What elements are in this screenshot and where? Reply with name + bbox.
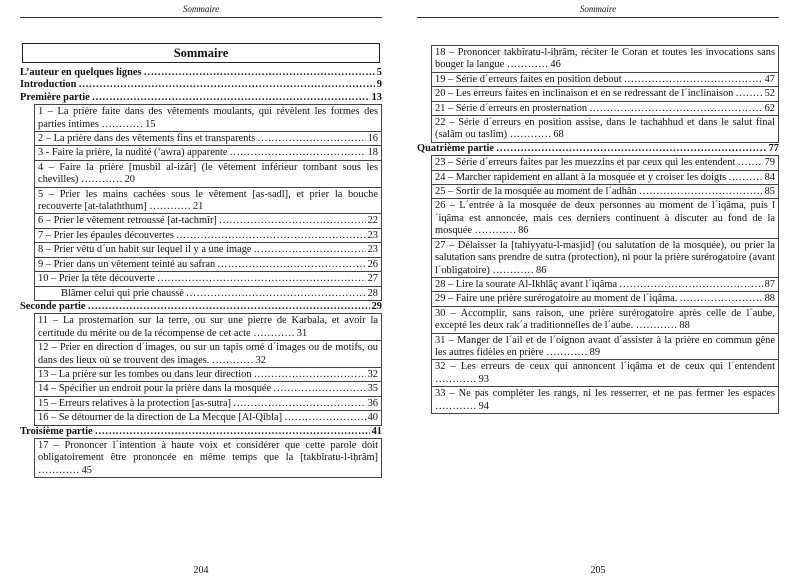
toc-entry-title: 30 – Accomplir, sans raison, une prière surérogatoire après celle de l´aube, excepté les deux rak´a traditionnelles de l´aube. [435,307,775,332]
dot-leader [157,273,366,285]
toc-entry [431,102,779,116]
toc-entry [20,301,382,313]
dot-leader [186,288,366,300]
toc-entry-title: 7 – Prier les épaules découvertes [38,229,174,241]
toc-entry-title: Seconde partie [20,300,86,312]
toc-entry [34,258,382,272]
dot-leader: ………… [209,354,254,366]
dot-leader: ………… [504,59,549,71]
toc-entry-title: 5 – Prier les mains cachées sous le vêtement [as-sadl], et prier la bouche recouverte [at-talaththum] [38,188,378,213]
toc-entry-title: 11 – La prosternation sur la terre, ou sur une pierre de Karbala, et avoir la certitude du mérite ou de la récompense de cet acte [38,315,378,339]
dot-leader: ………… [250,327,295,339]
toc-entry-title: 21 – Série d´erreurs en prosternation [435,102,588,114]
toc-entry-title: 28 – Lire la sourate Al-Ikhlâç avant l´iqâma [435,278,618,290]
dot-leader: ………… [78,174,123,186]
running-head: Sommaire [579,4,617,14]
toc-entry-title: L’auteur en quelques lignes [20,67,142,78]
contents-title: Sommaire [22,43,380,63]
toc-entry-title: Introduction [20,79,77,91]
toc-entry [431,155,779,170]
toc-entry-title: 9 – Prier dans un vêtement teinté au safran [38,258,216,270]
toc-entry-page: 18 [367,147,378,159]
toc-entry-page: 35 [367,383,378,395]
toc-entry-page: 45 [81,464,92,476]
toc-entry-page: 31 [296,327,308,339]
dot-leader [496,143,767,155]
dot-leader [624,74,763,86]
toc-entry-page: 84 [764,171,775,183]
toc-entry [431,360,779,387]
dot-leader [233,398,366,410]
toc-entry [431,45,779,73]
toc-entry [431,116,779,143]
toc-entry-page: 86 [536,264,547,276]
toc-entry [431,199,779,238]
toc-entry-page: 85 [764,186,775,198]
toc-entry-page: 20 [124,174,135,186]
dot-leader [254,369,366,381]
toc-entry-title: 18 – Prononcer takbîratu-l-iḥrâm, réciter le Coran et toutes les invocations sans bouger la langue [435,47,775,71]
dot-leader: ………… [435,400,477,412]
toc-entry-title: 15 – Erreurs relatives à la protection [as-sutra] [38,397,232,409]
toc-entry-page: 86 [518,225,529,237]
dot-leader: ………… [507,129,552,141]
dot-leader: ………… [146,201,191,213]
toc-entry-title: 6 – Prier le vêtement retroussé [at-tachmîr] [38,215,217,227]
toc-entry-title: 1 – La prière faite dans des vêtements moulants, qui révèlent les formes des parties intimes [38,106,378,130]
header-rule [417,17,779,18]
toc-entry-page: 13 [371,91,382,103]
toc-entry-title: Première partie [20,91,90,103]
toc-entry-page: 26 [367,258,378,270]
toc-entry [34,382,382,396]
toc-entry [34,287,382,301]
toc-entry [34,243,382,257]
toc-entry [20,67,382,79]
toc-entry [34,229,382,243]
toc-entry-page: 79 [764,157,775,169]
toc-entry-title: 26 – L´entrée à la mosquée de deux personnes au moment de l´iqâma, puis l´iqâma est annoncée, mais ces derniers continuent à discuter au fond de la mosquée [435,200,775,237]
toc-entry [34,146,382,160]
toc-entry-page: 23 [367,229,378,241]
dot-leader [144,67,375,79]
toc-entry [431,185,779,199]
dot-leader [95,426,370,438]
table-of-contents [417,45,779,414]
toc-entry [20,79,382,91]
toc-entry-page: 47 [764,73,775,85]
dot-leader [619,279,763,291]
toc-entry-page: 41 [371,425,382,437]
toc-entry [431,171,779,185]
toc-entry-title: 31 – Manger de l´ail et de l´oignon avant d´assister à la prière en commun gêne les autres fidèles en prière [435,334,775,358]
toc-entry [34,368,382,382]
toc-entry [20,426,382,438]
toc-entry-title: 23 – Série d´erreurs faites par les muezzins et par ceux qui les entendent [435,157,736,169]
toc-entry-page: 23 [367,244,378,256]
toc-entry-title: Blâmer celui qui prie chaussé [61,287,184,299]
toc-entry-title: 10 – Prier la tête découverte [38,273,155,285]
dot-leader: ………… [38,464,80,476]
toc-entry [431,87,779,101]
toc-entry-title: 8 – Prier vêtu d´un habit sur lequel il y a une image [38,244,252,256]
toc-entry-page: 36 [367,397,378,409]
toc-entry-page: 68 [553,129,564,141]
right-page [417,0,779,585]
toc-entry-title: 19 – Série d´erreurs faites en position debout [435,73,622,85]
toc-entry-page: 89 [589,346,601,358]
toc-entry-title: 32 – Les erreurs de ceux qui annoncent l´iqâma et de ceux qui l´entendent [435,361,775,373]
toc-entry [431,239,779,278]
toc-entry [431,73,779,87]
dot-leader [78,79,374,91]
toc-entry-title: Quatrième partie [417,142,495,154]
toc-entry [34,313,382,341]
toc-entry [417,143,779,155]
toc-entry-title: 33 – Ne pas compléter les rangs, ni les resserrer, et ne pas fermer les espaces [435,388,775,400]
toc-entry-title: 29 – Faire une prière surérogatoire au moment de l´iqâma. [435,293,678,305]
dot-leader [217,259,365,271]
dot-leader [219,215,366,227]
dot-leader [737,157,762,169]
page-number: 204 [193,565,209,576]
toc-entry-title: 2 – La prière dans des vêtements fins et transparents [38,133,256,145]
toc-entry-page: 87 [764,278,775,290]
toc-entry-title: 16 – Se détourner de la direction de La Mecque [Al-Qibla] [38,412,283,424]
dot-leader [679,293,762,305]
dot-leader: ………… [543,346,588,358]
toc-entry-title: Troisième partie [20,425,93,437]
toc-entry-title: 12 – Prier en direction d´images, ou sur un tapis orné d´images ou de motifs, ou dans des lieux où se trouvent des images. [38,342,378,366]
toc-entry [34,161,382,188]
dot-leader [273,383,365,395]
toc-entry-page: 88 [679,320,690,332]
toc-entry [34,438,382,478]
toc-entry-title: 4 – Faire la prière [musbil al-izâr] (le vêtement inférieur tombant sous les chevilles) [38,161,378,186]
toc-entry-page: 21 [192,201,204,213]
dot-leader: ………… [471,225,517,237]
toc-entry-page: 88 [764,293,775,305]
toc-entry-page: 9 [376,79,382,91]
dot-leader [254,244,366,256]
toc-entry-page: 29 [371,300,382,312]
dot-leader [284,412,366,424]
toc-entry-title: 24 – Marcher rapidement en allant à la mosquée et y croiser les doigts [435,171,727,183]
dot-leader [639,186,763,198]
running-head: Sommaire [182,4,220,14]
toc-entry-page: 40 [367,412,378,424]
toc-entry [34,188,382,215]
dot-leader [230,147,366,159]
toc-entry [20,92,382,104]
toc-entry-page: 32 [367,368,378,380]
toc-entry-page: 52 [764,88,775,100]
dot-leader: ………… [435,373,477,385]
dot-leader: ………… [489,264,534,276]
toc-entry-title: 20 – Les erreurs faites en inclinaison et en se redressant de l´inclinaison [435,88,734,100]
toc-entry [34,411,382,425]
toc-entry [34,104,382,132]
toc-entry [431,278,779,292]
toc-entry-page: 15 [145,118,156,130]
dot-leader [589,103,763,115]
dot-leader [176,230,366,242]
toc-entry [431,334,779,361]
dot-leader [735,88,762,100]
header-rule [20,17,382,18]
toc-entry-page: 22 [367,215,378,227]
dot-leader [92,92,370,104]
page-number: 205 [590,565,606,576]
toc-entry-title: 25 – Sortir de la mosquée au moment de l´adhân [435,186,637,198]
toc-entry-page: 77 [768,142,779,154]
toc-entry-page: 93 [478,373,489,385]
dot-leader [728,172,762,184]
dot-leader: ………… [633,320,678,332]
toc-entry [34,397,382,411]
toc-entry-page: 62 [764,102,775,114]
toc-entry [34,132,382,146]
toc-entry-title: 3 - Faire la prière, la nudité (‘awra) apparente [38,147,228,159]
toc-entry-page: 27 [367,273,378,285]
toc-entry-page: 5 [376,67,382,78]
toc-entry-title: 22 – Série d´erreurs en position assise, dans le tachahhud et dans le salut final (salâm ou taslîm) [435,117,775,141]
toc-entry-page: 16 [367,133,378,145]
toc-entry-page: 46 [550,59,561,71]
dot-leader: ………… [98,118,144,130]
toc-entry-page: 28 [367,287,378,299]
toc-entry-title: 13 – La prière sur les tombes ou dans leur direction [38,368,252,380]
toc-entry [431,292,779,306]
toc-entry-title: 14 – Spécifier un endroit pour la prière dans la mosquée [38,383,272,395]
table-of-contents [20,67,382,478]
toc-entry [431,307,779,334]
toc-entry-page: 94 [478,400,489,412]
left-page [20,0,382,585]
toc-entry [34,341,382,368]
toc-entry [431,387,779,414]
dot-leader [257,133,365,145]
toc-entry [34,214,382,228]
dot-leader [88,301,370,313]
toc-entry-title: 27 – Délaisser la [tahiyyatu-l-masjid] (ou salutation de la mosquée), ou prier la salutation sans prendre de sutra (protection), ni pour la prière surérogatoire (avant l´obligatoire) [435,239,775,276]
toc-entry-page: 32 [255,354,266,366]
toc-entry [34,272,382,286]
toc-entry-title: 17 – Prononcer l´intention à haute voix et considérer que cette parole doit obligatoirement être prononcée en même temps que la [takbîratu-l-iḥrâm] [38,439,378,464]
